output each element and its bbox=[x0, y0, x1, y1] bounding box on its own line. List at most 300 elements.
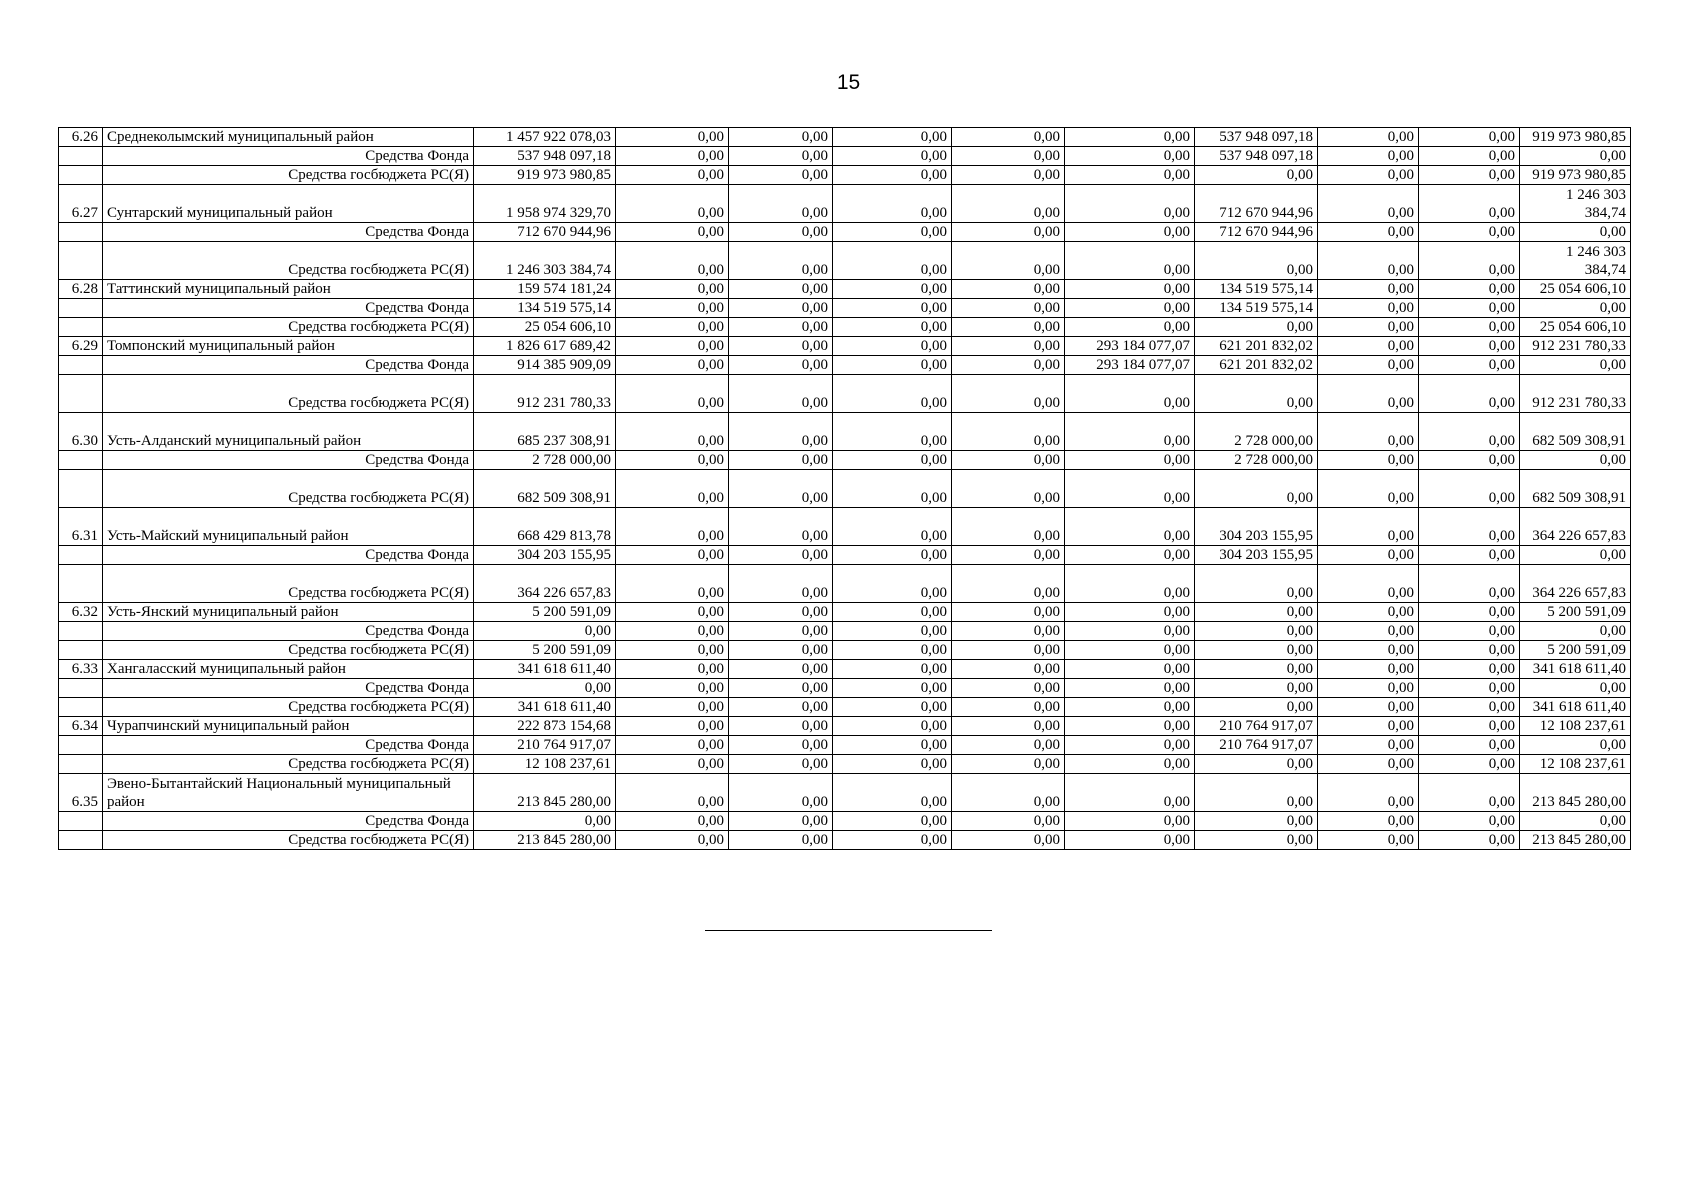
amount-cell-col-9: 0,00 bbox=[1419, 147, 1520, 166]
amount-cell-col-9: 0,00 bbox=[1419, 166, 1520, 185]
amount-cell-col-2: 0,00 bbox=[616, 698, 729, 717]
amount-cell-col-5: 0,00 bbox=[952, 128, 1065, 147]
funding-source-label: Средства госбюджета РС(Я) bbox=[103, 470, 474, 508]
amount-cell-col-6: 0,00 bbox=[1065, 470, 1195, 508]
amount-cell-col-8: 0,00 bbox=[1318, 451, 1419, 470]
district-name: Усть-Майский муниципальный район bbox=[103, 508, 474, 546]
row-code bbox=[59, 812, 103, 831]
amount-cell-col-3: 0,00 bbox=[729, 375, 833, 413]
amount-cell-col-8: 0,00 bbox=[1318, 299, 1419, 318]
amount-cell-col-5: 0,00 bbox=[952, 679, 1065, 698]
amount-cell-col-10: 0,00 bbox=[1520, 451, 1631, 470]
amount-cell-col-1: 1 826 617 689,42 bbox=[474, 337, 616, 356]
amount-cell-col-9: 0,00 bbox=[1419, 242, 1520, 280]
amount-cell-col-9: 0,00 bbox=[1419, 831, 1520, 850]
amount-cell-col-8: 0,00 bbox=[1318, 242, 1419, 280]
amount-cell-col-1: 914 385 909,09 bbox=[474, 356, 616, 375]
amount-cell-col-8: 0,00 bbox=[1318, 546, 1419, 565]
funding-source-row bbox=[59, 470, 1631, 508]
funding-source-row bbox=[59, 698, 1631, 717]
district-name: Усть-Алданский муниципальный район bbox=[103, 413, 474, 451]
amount-cell-col-4: 0,00 bbox=[833, 242, 952, 280]
amount-cell-col-2: 0,00 bbox=[616, 147, 729, 166]
amount-cell-col-8: 0,00 bbox=[1318, 736, 1419, 755]
district-row bbox=[59, 774, 1631, 812]
district-name: Чурапчинский муниципальный район bbox=[103, 717, 474, 736]
amount-cell-col-9: 0,00 bbox=[1419, 280, 1520, 299]
amount-cell-col-7: 0,00 bbox=[1195, 831, 1318, 850]
amount-cell-col-10: 341 618 611,40 bbox=[1520, 698, 1631, 717]
amount-cell-col-6: 0,00 bbox=[1065, 451, 1195, 470]
amount-cell-col-4: 0,00 bbox=[833, 337, 952, 356]
amount-cell-col-2: 0,00 bbox=[616, 337, 729, 356]
amount-cell-col-1: 537 948 097,18 bbox=[474, 147, 616, 166]
amount-cell-col-9: 0,00 bbox=[1419, 698, 1520, 717]
funding-source-row bbox=[59, 679, 1631, 698]
amount-cell-col-5: 0,00 bbox=[952, 166, 1065, 185]
district-name: Эвено-Бытантайский Национальный муниципальный район bbox=[103, 774, 474, 812]
amount-cell-col-1: 159 574 181,24 bbox=[474, 280, 616, 299]
amount-cell-col-6: 0,00 bbox=[1065, 508, 1195, 546]
amount-cell-col-2: 0,00 bbox=[616, 603, 729, 622]
row-code bbox=[59, 166, 103, 185]
amount-cell-col-7: 0,00 bbox=[1195, 166, 1318, 185]
amount-cell-col-3: 0,00 bbox=[729, 660, 833, 679]
row-code bbox=[59, 565, 103, 603]
row-code bbox=[59, 698, 103, 717]
amount-cell-col-1: 5 200 591,09 bbox=[474, 641, 616, 660]
funding-source-row bbox=[59, 546, 1631, 565]
amount-cell-col-3: 0,00 bbox=[729, 698, 833, 717]
amount-cell-col-2: 0,00 bbox=[616, 223, 729, 242]
funding-source-label: Средства Фонда bbox=[103, 546, 474, 565]
amount-cell-col-4: 0,00 bbox=[833, 774, 952, 812]
amount-cell-col-2: 0,00 bbox=[616, 717, 729, 736]
amount-cell-col-9: 0,00 bbox=[1419, 223, 1520, 242]
amount-cell-col-7: 712 670 944,96 bbox=[1195, 185, 1318, 223]
amount-cell-col-4: 0,00 bbox=[833, 812, 952, 831]
amount-cell-col-8: 0,00 bbox=[1318, 755, 1419, 774]
amount-cell-col-5: 0,00 bbox=[952, 565, 1065, 603]
amount-cell-col-10: 5 200 591,09 bbox=[1520, 603, 1631, 622]
amount-cell-col-7: 134 519 575,14 bbox=[1195, 280, 1318, 299]
amount-cell-col-10: 1 246 303 384,74 bbox=[1520, 242, 1631, 280]
amount-cell-col-8: 0,00 bbox=[1318, 223, 1419, 242]
amount-cell-col-7: 304 203 155,95 bbox=[1195, 546, 1318, 565]
row-code bbox=[59, 546, 103, 565]
amount-cell-col-1: 1 457 922 078,03 bbox=[474, 128, 616, 147]
amount-cell-col-3: 0,00 bbox=[729, 470, 833, 508]
amount-cell-col-3: 0,00 bbox=[729, 413, 833, 451]
amount-cell-col-3: 0,00 bbox=[729, 356, 833, 375]
amount-cell-col-8: 0,00 bbox=[1318, 166, 1419, 185]
row-code bbox=[59, 622, 103, 641]
amount-cell-col-1: 213 845 280,00 bbox=[474, 774, 616, 812]
amount-cell-col-1: 0,00 bbox=[474, 812, 616, 831]
amount-cell-col-4: 0,00 bbox=[833, 508, 952, 546]
amount-cell-col-6: 0,00 bbox=[1065, 318, 1195, 337]
amount-cell-col-3: 0,00 bbox=[729, 223, 833, 242]
funding-source-label: Средства Фонда bbox=[103, 812, 474, 831]
funding-source-label: Средства Фонда bbox=[103, 147, 474, 166]
amount-cell-col-9: 0,00 bbox=[1419, 603, 1520, 622]
row-code bbox=[59, 147, 103, 166]
amount-cell-col-6: 0,00 bbox=[1065, 223, 1195, 242]
amount-cell-col-9: 0,00 bbox=[1419, 185, 1520, 223]
amount-cell-col-8: 0,00 bbox=[1318, 698, 1419, 717]
amount-cell-col-4: 0,00 bbox=[833, 565, 952, 603]
amount-cell-col-4: 0,00 bbox=[833, 451, 952, 470]
amount-cell-col-7: 2 728 000,00 bbox=[1195, 413, 1318, 451]
amount-cell-col-3: 0,00 bbox=[729, 166, 833, 185]
amount-cell-col-7: 0,00 bbox=[1195, 318, 1318, 337]
amount-cell-col-4: 0,00 bbox=[833, 147, 952, 166]
amount-cell-col-10: 912 231 780,33 bbox=[1520, 375, 1631, 413]
amount-cell-col-10: 213 845 280,00 bbox=[1520, 774, 1631, 812]
amount-cell-col-5: 0,00 bbox=[952, 774, 1065, 812]
row-code bbox=[59, 318, 103, 337]
amount-cell-col-7: 712 670 944,96 bbox=[1195, 223, 1318, 242]
budget-table bbox=[58, 127, 1631, 850]
amount-cell-col-5: 0,00 bbox=[952, 717, 1065, 736]
amount-cell-col-9: 0,00 bbox=[1419, 299, 1520, 318]
row-code bbox=[59, 755, 103, 774]
funding-source-label: Средства госбюджета РС(Я) bbox=[103, 318, 474, 337]
funding-source-row bbox=[59, 375, 1631, 413]
amount-cell-col-5: 0,00 bbox=[952, 413, 1065, 451]
amount-cell-col-7: 304 203 155,95 bbox=[1195, 508, 1318, 546]
amount-cell-col-7: 621 201 832,02 bbox=[1195, 356, 1318, 375]
district-name: Усть-Янский муниципальный район bbox=[103, 603, 474, 622]
row-code: 6.30 bbox=[59, 413, 103, 451]
funding-source-label: Средства госбюджета РС(Я) bbox=[103, 565, 474, 603]
district-row bbox=[59, 603, 1631, 622]
amount-cell-col-9: 0,00 bbox=[1419, 565, 1520, 603]
amount-cell-col-9: 0,00 bbox=[1419, 641, 1520, 660]
budget-table-container bbox=[58, 127, 1630, 850]
amount-cell-col-6: 0,00 bbox=[1065, 660, 1195, 679]
amount-cell-col-9: 0,00 bbox=[1419, 470, 1520, 508]
amount-cell-col-5: 0,00 bbox=[952, 470, 1065, 508]
amount-cell-col-2: 0,00 bbox=[616, 546, 729, 565]
amount-cell-col-8: 0,00 bbox=[1318, 508, 1419, 546]
amount-cell-col-10: 0,00 bbox=[1520, 546, 1631, 565]
amount-cell-col-6: 0,00 bbox=[1065, 812, 1195, 831]
amount-cell-col-8: 0,00 bbox=[1318, 812, 1419, 831]
amount-cell-col-10: 12 108 237,61 bbox=[1520, 717, 1631, 736]
funding-source-label: Средства Фонда bbox=[103, 736, 474, 755]
amount-cell-col-4: 0,00 bbox=[833, 166, 952, 185]
amount-cell-col-6: 0,00 bbox=[1065, 147, 1195, 166]
amount-cell-col-8: 0,00 bbox=[1318, 280, 1419, 299]
amount-cell-col-4: 0,00 bbox=[833, 717, 952, 736]
amount-cell-col-2: 0,00 bbox=[616, 242, 729, 280]
amount-cell-col-6: 293 184 077,07 bbox=[1065, 337, 1195, 356]
amount-cell-col-1: 2 728 000,00 bbox=[474, 451, 616, 470]
funding-source-row bbox=[59, 356, 1631, 375]
amount-cell-col-8: 0,00 bbox=[1318, 147, 1419, 166]
amount-cell-col-9: 0,00 bbox=[1419, 812, 1520, 831]
amount-cell-col-4: 0,00 bbox=[833, 318, 952, 337]
amount-cell-col-5: 0,00 bbox=[952, 337, 1065, 356]
amount-cell-col-5: 0,00 bbox=[952, 755, 1065, 774]
amount-cell-col-2: 0,00 bbox=[616, 470, 729, 508]
amount-cell-col-1: 210 764 917,07 bbox=[474, 736, 616, 755]
amount-cell-col-7: 0,00 bbox=[1195, 603, 1318, 622]
amount-cell-col-2: 0,00 bbox=[616, 679, 729, 698]
amount-cell-col-7: 537 948 097,18 bbox=[1195, 128, 1318, 147]
district-row bbox=[59, 660, 1631, 679]
amount-cell-col-7: 0,00 bbox=[1195, 679, 1318, 698]
amount-cell-col-1: 668 429 813,78 bbox=[474, 508, 616, 546]
row-code bbox=[59, 736, 103, 755]
amount-cell-col-7: 210 764 917,07 bbox=[1195, 717, 1318, 736]
amount-cell-col-3: 0,00 bbox=[729, 318, 833, 337]
amount-cell-col-3: 0,00 bbox=[729, 242, 833, 280]
amount-cell-col-9: 0,00 bbox=[1419, 128, 1520, 147]
amount-cell-col-2: 0,00 bbox=[616, 318, 729, 337]
amount-cell-col-10: 682 509 308,91 bbox=[1520, 413, 1631, 451]
amount-cell-col-9: 0,00 bbox=[1419, 356, 1520, 375]
funding-source-label: Средства Фонда bbox=[103, 356, 474, 375]
district-name: Хангаласский муниципальный район bbox=[103, 660, 474, 679]
amount-cell-col-8: 0,00 bbox=[1318, 679, 1419, 698]
amount-cell-col-1: 712 670 944,96 bbox=[474, 223, 616, 242]
amount-cell-col-2: 0,00 bbox=[616, 565, 729, 603]
amount-cell-col-10: 0,00 bbox=[1520, 356, 1631, 375]
district-name: Таттинский муниципальный район bbox=[103, 280, 474, 299]
amount-cell-col-6: 0,00 bbox=[1065, 641, 1195, 660]
amount-cell-col-6: 0,00 bbox=[1065, 622, 1195, 641]
funding-source-row bbox=[59, 299, 1631, 318]
funding-source-row bbox=[59, 451, 1631, 470]
row-code: 6.26 bbox=[59, 128, 103, 147]
amount-cell-col-6: 0,00 bbox=[1065, 128, 1195, 147]
amount-cell-col-5: 0,00 bbox=[952, 508, 1065, 546]
amount-cell-col-4: 0,00 bbox=[833, 641, 952, 660]
amount-cell-col-4: 0,00 bbox=[833, 470, 952, 508]
amount-cell-col-3: 0,00 bbox=[729, 299, 833, 318]
amount-cell-col-3: 0,00 bbox=[729, 337, 833, 356]
funding-source-label: Средства госбюджета РС(Я) bbox=[103, 831, 474, 850]
amount-cell-col-9: 0,00 bbox=[1419, 375, 1520, 413]
amount-cell-col-1: 5 200 591,09 bbox=[474, 603, 616, 622]
amount-cell-col-9: 0,00 bbox=[1419, 337, 1520, 356]
amount-cell-col-4: 0,00 bbox=[833, 660, 952, 679]
row-code: 6.35 bbox=[59, 774, 103, 812]
row-code bbox=[59, 223, 103, 242]
amount-cell-col-10: 919 973 980,85 bbox=[1520, 128, 1631, 147]
amount-cell-col-9: 0,00 bbox=[1419, 413, 1520, 451]
amount-cell-col-4: 0,00 bbox=[833, 736, 952, 755]
amount-cell-col-10: 25 054 606,10 bbox=[1520, 318, 1631, 337]
amount-cell-col-6: 0,00 bbox=[1065, 717, 1195, 736]
amount-cell-col-10: 12 108 237,61 bbox=[1520, 755, 1631, 774]
district-row bbox=[59, 337, 1631, 356]
amount-cell-col-5: 0,00 bbox=[952, 185, 1065, 223]
funding-source-label: Средства госбюджета РС(Я) bbox=[103, 166, 474, 185]
amount-cell-col-7: 134 519 575,14 bbox=[1195, 299, 1318, 318]
amount-cell-col-1: 0,00 bbox=[474, 622, 616, 641]
amount-cell-col-8: 0,00 bbox=[1318, 831, 1419, 850]
amount-cell-col-3: 0,00 bbox=[729, 508, 833, 546]
amount-cell-col-9: 0,00 bbox=[1419, 546, 1520, 565]
amount-cell-col-2: 0,00 bbox=[616, 508, 729, 546]
amount-cell-col-8: 0,00 bbox=[1318, 185, 1419, 223]
amount-cell-col-6: 0,00 bbox=[1065, 546, 1195, 565]
amount-cell-col-3: 0,00 bbox=[729, 565, 833, 603]
amount-cell-col-3: 0,00 bbox=[729, 603, 833, 622]
amount-cell-col-10: 919 973 980,85 bbox=[1520, 166, 1631, 185]
amount-cell-col-3: 0,00 bbox=[729, 755, 833, 774]
amount-cell-col-3: 0,00 bbox=[729, 736, 833, 755]
funding-source-row bbox=[59, 831, 1631, 850]
funding-source-row bbox=[59, 565, 1631, 603]
row-code bbox=[59, 242, 103, 280]
amount-cell-col-9: 0,00 bbox=[1419, 318, 1520, 337]
amount-cell-col-2: 0,00 bbox=[616, 812, 729, 831]
amount-cell-col-4: 0,00 bbox=[833, 375, 952, 413]
amount-cell-col-2: 0,00 bbox=[616, 831, 729, 850]
amount-cell-col-1: 1 958 974 329,70 bbox=[474, 185, 616, 223]
amount-cell-col-3: 0,00 bbox=[729, 679, 833, 698]
row-code bbox=[59, 679, 103, 698]
amount-cell-col-7: 210 764 917,07 bbox=[1195, 736, 1318, 755]
amount-cell-col-5: 0,00 bbox=[952, 831, 1065, 850]
amount-cell-col-3: 0,00 bbox=[729, 774, 833, 812]
amount-cell-col-10: 0,00 bbox=[1520, 147, 1631, 166]
amount-cell-col-10: 0,00 bbox=[1520, 223, 1631, 242]
amount-cell-col-6: 0,00 bbox=[1065, 413, 1195, 451]
row-code bbox=[59, 470, 103, 508]
amount-cell-col-6: 0,00 bbox=[1065, 603, 1195, 622]
amount-cell-col-9: 0,00 bbox=[1419, 717, 1520, 736]
amount-cell-col-4: 0,00 bbox=[833, 622, 952, 641]
amount-cell-col-2: 0,00 bbox=[616, 299, 729, 318]
amount-cell-col-1: 134 519 575,14 bbox=[474, 299, 616, 318]
district-name: Сунтарский муниципальный район bbox=[103, 185, 474, 223]
amount-cell-col-3: 0,00 bbox=[729, 280, 833, 299]
funding-source-row bbox=[59, 812, 1631, 831]
amount-cell-col-10: 213 845 280,00 bbox=[1520, 831, 1631, 850]
amount-cell-col-8: 0,00 bbox=[1318, 470, 1419, 508]
row-code bbox=[59, 451, 103, 470]
amount-cell-col-4: 0,00 bbox=[833, 356, 952, 375]
amount-cell-col-10: 25 054 606,10 bbox=[1520, 280, 1631, 299]
amount-cell-col-9: 0,00 bbox=[1419, 660, 1520, 679]
amount-cell-col-3: 0,00 bbox=[729, 641, 833, 660]
amount-cell-col-1: 364 226 657,83 bbox=[474, 565, 616, 603]
funding-source-label: Средства Фонда bbox=[103, 622, 474, 641]
amount-cell-col-4: 0,00 bbox=[833, 831, 952, 850]
district-name: Томпонский муниципальный район bbox=[103, 337, 474, 356]
amount-cell-col-9: 0,00 bbox=[1419, 774, 1520, 812]
amount-cell-col-4: 0,00 bbox=[833, 698, 952, 717]
amount-cell-col-9: 0,00 bbox=[1419, 755, 1520, 774]
end-separator-line bbox=[705, 930, 992, 931]
amount-cell-col-4: 0,00 bbox=[833, 603, 952, 622]
amount-cell-col-8: 0,00 bbox=[1318, 622, 1419, 641]
amount-cell-col-6: 0,00 bbox=[1065, 242, 1195, 280]
row-code bbox=[59, 356, 103, 375]
amount-cell-col-10: 0,00 bbox=[1520, 622, 1631, 641]
funding-source-row bbox=[59, 641, 1631, 660]
amount-cell-col-5: 0,00 bbox=[952, 223, 1065, 242]
amount-cell-col-5: 0,00 bbox=[952, 451, 1065, 470]
amount-cell-col-1: 25 054 606,10 bbox=[474, 318, 616, 337]
district-row bbox=[59, 185, 1631, 223]
amount-cell-col-8: 0,00 bbox=[1318, 660, 1419, 679]
amount-cell-col-4: 0,00 bbox=[833, 755, 952, 774]
amount-cell-col-6: 0,00 bbox=[1065, 774, 1195, 812]
funding-source-row bbox=[59, 147, 1631, 166]
amount-cell-col-7: 0,00 bbox=[1195, 812, 1318, 831]
amount-cell-col-6: 0,00 bbox=[1065, 831, 1195, 850]
district-row bbox=[59, 508, 1631, 546]
amount-cell-col-2: 0,00 bbox=[616, 356, 729, 375]
amount-cell-col-6: 0,00 bbox=[1065, 565, 1195, 603]
amount-cell-col-3: 0,00 bbox=[729, 831, 833, 850]
funding-source-label: Средства госбюджета РС(Я) bbox=[103, 242, 474, 280]
amount-cell-col-5: 0,00 bbox=[952, 736, 1065, 755]
amount-cell-col-5: 0,00 bbox=[952, 375, 1065, 413]
funding-source-row bbox=[59, 736, 1631, 755]
amount-cell-col-8: 0,00 bbox=[1318, 318, 1419, 337]
district-row bbox=[59, 413, 1631, 451]
amount-cell-col-4: 0,00 bbox=[833, 546, 952, 565]
row-code: 6.27 bbox=[59, 185, 103, 223]
amount-cell-col-10: 364 226 657,83 bbox=[1520, 565, 1631, 603]
amount-cell-col-3: 0,00 bbox=[729, 185, 833, 223]
funding-source-label: Средства госбюджета РС(Я) bbox=[103, 755, 474, 774]
amount-cell-col-8: 0,00 bbox=[1318, 337, 1419, 356]
amount-cell-col-2: 0,00 bbox=[616, 128, 729, 147]
amount-cell-col-2: 0,00 bbox=[616, 451, 729, 470]
amount-cell-col-6: 0,00 bbox=[1065, 375, 1195, 413]
amount-cell-col-10: 1 246 303 384,74 bbox=[1520, 185, 1631, 223]
amount-cell-col-5: 0,00 bbox=[952, 698, 1065, 717]
amount-cell-col-10: 912 231 780,33 bbox=[1520, 337, 1631, 356]
page-number: 15 bbox=[836, 71, 861, 94]
amount-cell-col-4: 0,00 bbox=[833, 299, 952, 318]
amount-cell-col-8: 0,00 bbox=[1318, 774, 1419, 812]
amount-cell-col-3: 0,00 bbox=[729, 546, 833, 565]
amount-cell-col-2: 0,00 bbox=[616, 280, 729, 299]
amount-cell-col-1: 12 108 237,61 bbox=[474, 755, 616, 774]
amount-cell-col-5: 0,00 bbox=[952, 622, 1065, 641]
amount-cell-col-4: 0,00 bbox=[833, 280, 952, 299]
row-code: 6.32 bbox=[59, 603, 103, 622]
amount-cell-col-7: 0,00 bbox=[1195, 242, 1318, 280]
amount-cell-col-8: 0,00 bbox=[1318, 717, 1419, 736]
amount-cell-col-3: 0,00 bbox=[729, 128, 833, 147]
amount-cell-col-10: 682 509 308,91 bbox=[1520, 470, 1631, 508]
amount-cell-col-2: 0,00 bbox=[616, 185, 729, 223]
amount-cell-col-1: 912 231 780,33 bbox=[474, 375, 616, 413]
amount-cell-col-2: 0,00 bbox=[616, 736, 729, 755]
amount-cell-col-10: 5 200 591,09 bbox=[1520, 641, 1631, 660]
amount-cell-col-8: 0,00 bbox=[1318, 375, 1419, 413]
row-code: 6.28 bbox=[59, 280, 103, 299]
amount-cell-col-4: 0,00 bbox=[833, 413, 952, 451]
amount-cell-col-2: 0,00 bbox=[616, 755, 729, 774]
amount-cell-col-5: 0,00 bbox=[952, 147, 1065, 166]
amount-cell-col-1: 222 873 154,68 bbox=[474, 717, 616, 736]
amount-cell-col-7: 0,00 bbox=[1195, 755, 1318, 774]
funding-source-label: Средства Фонда bbox=[103, 451, 474, 470]
amount-cell-col-5: 0,00 bbox=[952, 356, 1065, 375]
amount-cell-col-3: 0,00 bbox=[729, 451, 833, 470]
